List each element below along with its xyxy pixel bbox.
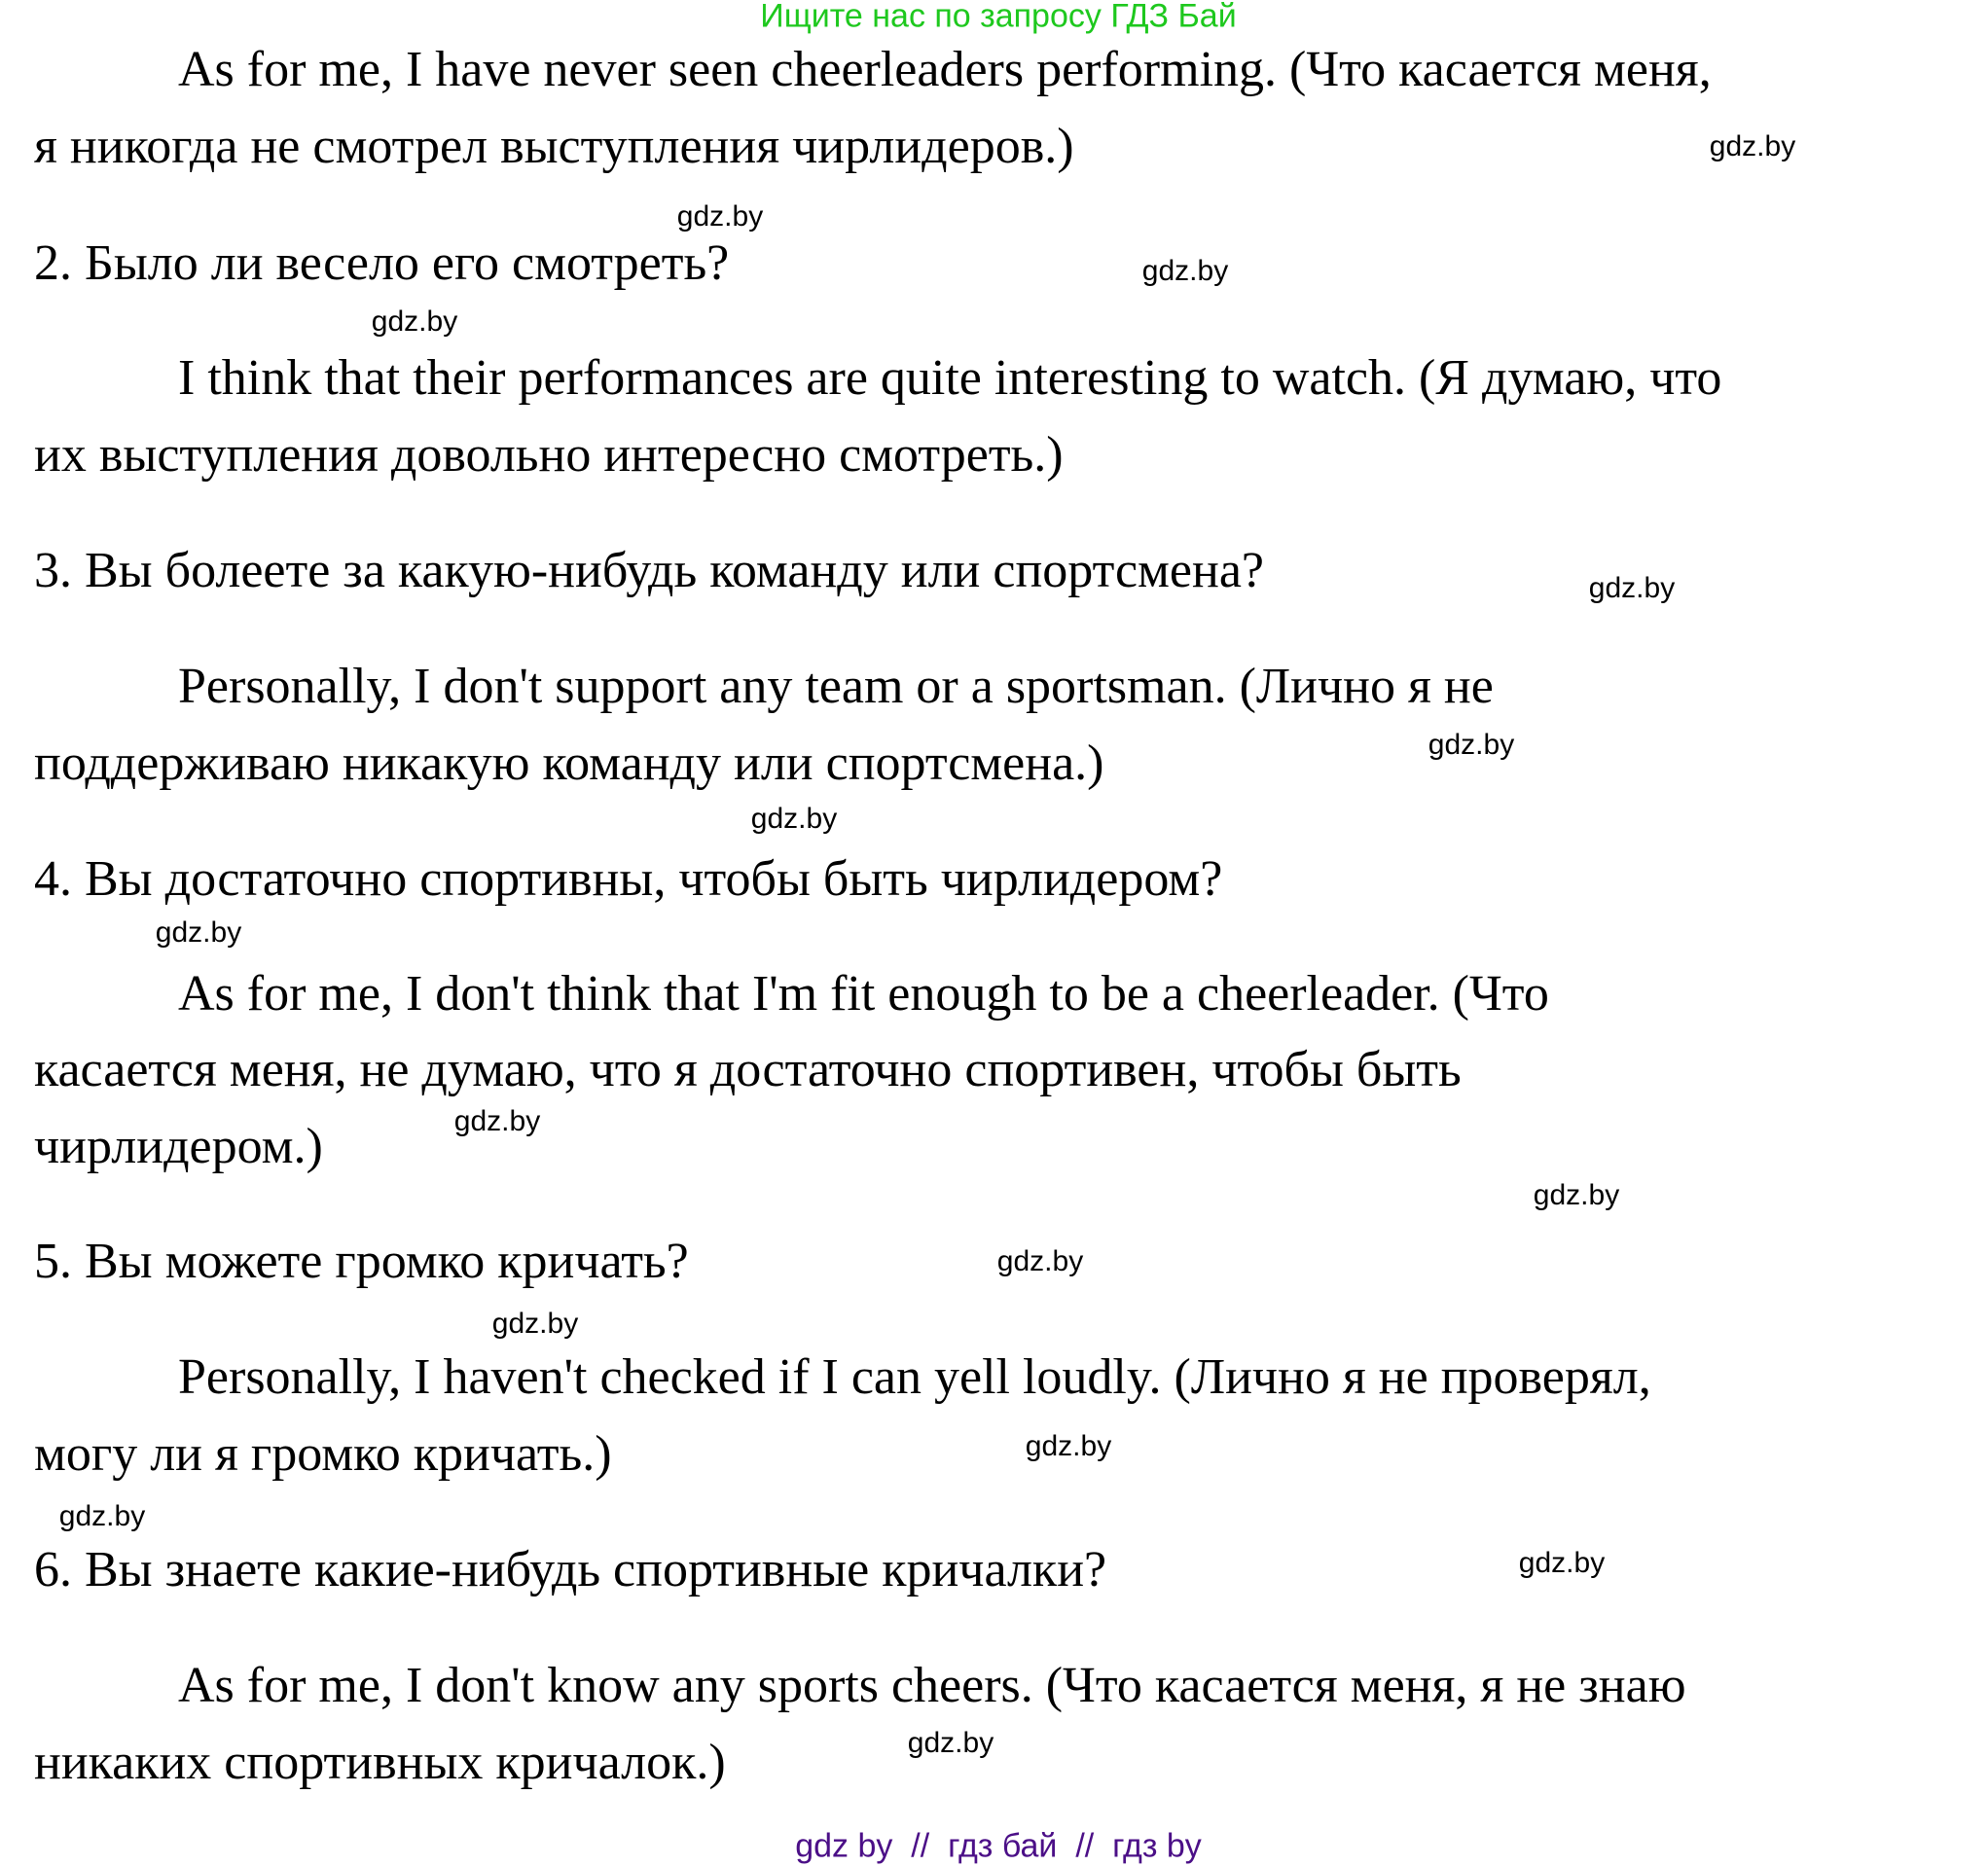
search-banner: Ищите нас по запросу ГДЗ Бай: [760, 0, 1237, 35]
watermark: gdz.by: [676, 200, 764, 233]
answer-1-line-2: я никогда не смотрел выступления чирлидеров.): [34, 119, 1074, 174]
answer-4-line-3: чирлидером.): [34, 1119, 323, 1174]
watermark: gdz.by: [750, 803, 838, 835]
answer-3-line-2: поддерживаю никакую команду или спортсмена.): [34, 736, 1104, 791]
answer-1-line-1: As for me, I have never seen cheerleaders performing. (Что касается меня,: [178, 42, 1712, 97]
watermark: gdz.by: [907, 1727, 994, 1759]
answer-6-line-1: As for me, I don't know any sports cheers. (Что касается меня, я не знаю: [178, 1658, 1686, 1713]
watermark: gdz.by: [491, 1308, 579, 1340]
answer-6-line-2: никаких спортивных кричалок.): [34, 1735, 726, 1790]
question-5: 5. Вы можете громко кричать?: [34, 1234, 689, 1289]
answer-5-line-2: могу ли я громко кричать.): [34, 1426, 612, 1482]
watermark: gdz.by: [996, 1245, 1084, 1277]
answer-3-line-1: Personally, I don't support any team or a sportsman. (Лично я не: [178, 659, 1494, 714]
watermark: gdz.by: [155, 916, 242, 949]
watermark: gdz.by: [1428, 729, 1515, 761]
answer-2-line-1: I think that their performances are quite interesting to watch. (Я думаю, что: [178, 350, 1722, 406]
watermark: gdz.by: [1588, 572, 1676, 604]
answer-2-line-2: их выступления довольно интересно смотреть.): [34, 427, 1064, 483]
answer-4-line-1: As for me, I don't think that I'm fit enough to be a cheerleader. (Что: [178, 966, 1549, 1022]
watermark: gdz.by: [371, 305, 458, 338]
question-2: 2. Было ли весело его смотреть?: [34, 235, 730, 291]
watermark: gdz.by: [58, 1500, 146, 1532]
question-4: 4. Вы достаточно спортивны, чтобы быть чирлидером?: [34, 851, 1223, 907]
question-6: 6. Вы знаете какие-нибудь спортивные кричалки?: [34, 1542, 1107, 1597]
watermark: gdz.by: [1709, 130, 1796, 162]
watermark: gdz.by: [1518, 1547, 1606, 1579]
watermark: gdz.by: [1533, 1179, 1620, 1211]
question-3: 3. Вы болеете за какую-нибудь команду или спортсмена?: [34, 543, 1264, 598]
watermark: gdz.by: [1025, 1430, 1112, 1462]
watermark: gdz.by: [453, 1105, 541, 1137]
watermark: gdz.by: [1141, 255, 1229, 287]
answer-5-line-1: Personally, I haven't checked if I can yell loudly. (Лично я не проверял,: [178, 1349, 1651, 1405]
footer-links: gdz by // гдз бай // гдз by: [795, 1827, 1202, 1865]
answer-4-line-2: касается меня, не думаю, что я достаточно спортивен, чтобы быть: [34, 1042, 1462, 1097]
